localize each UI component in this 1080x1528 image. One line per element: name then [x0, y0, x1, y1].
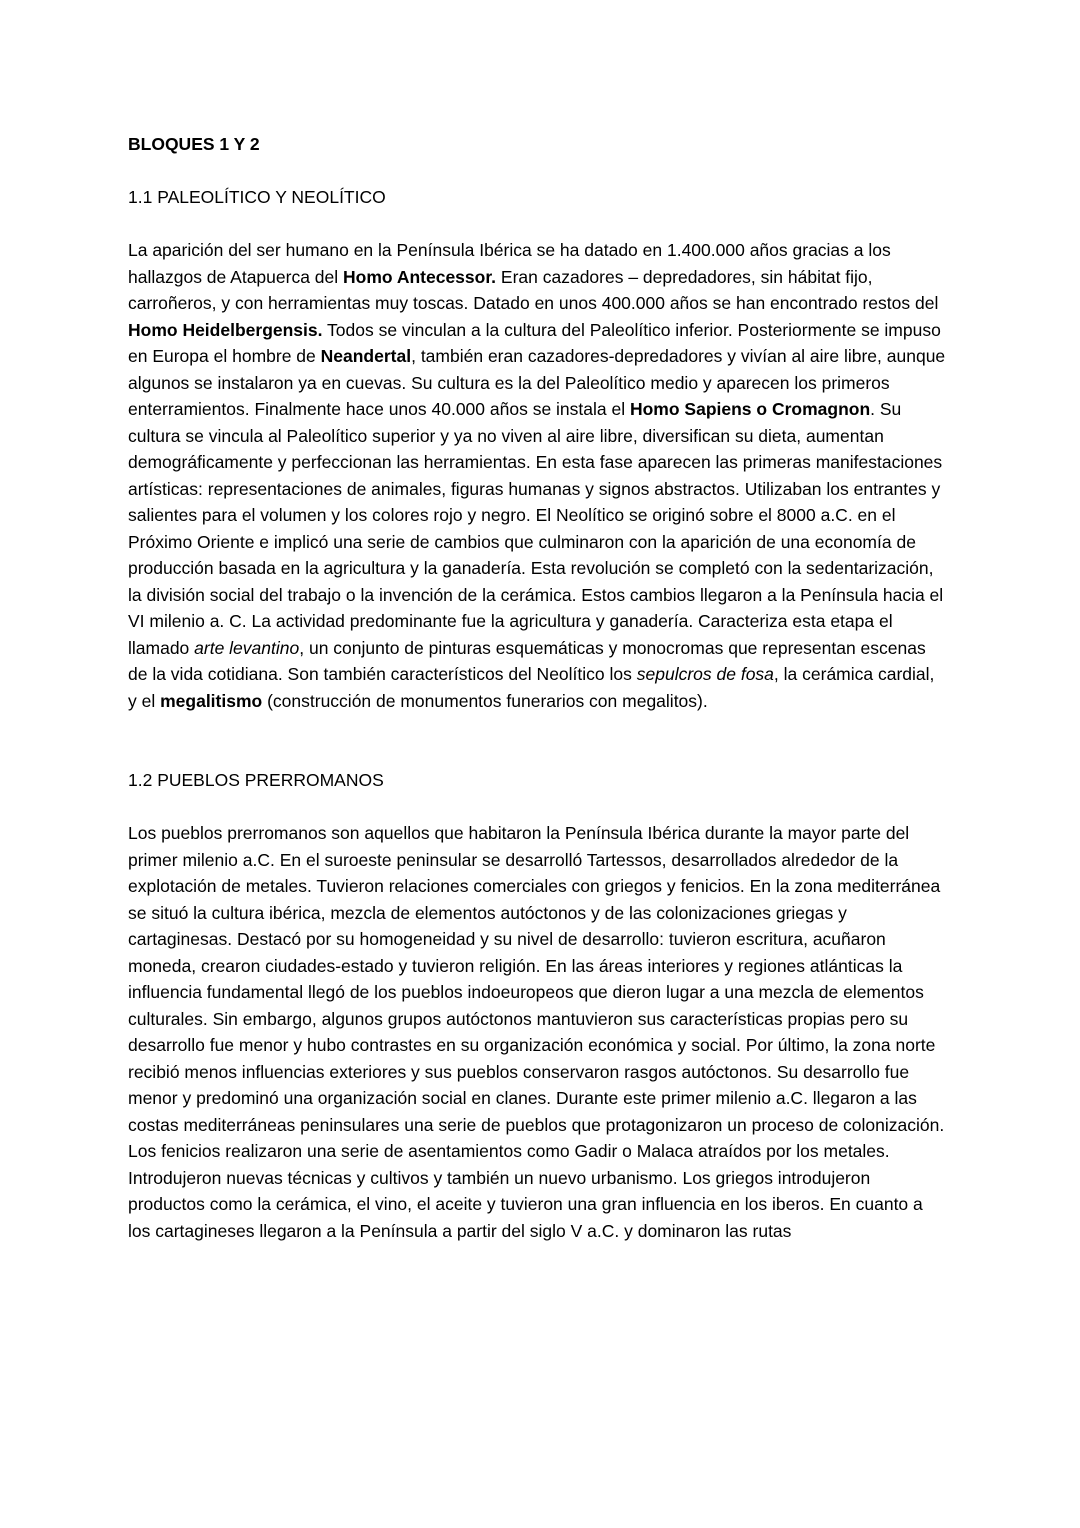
text-run: , también eran cazadores-depredadores y vivían al aire libre, aunque algunos se instalaron ya en cuevas. Su cultura es la del Paleolítico medio y aparecen los primeros enterramientos. Finalmente hace unos 40.000 años se instala el [128, 346, 951, 419]
text-run: megalitismo [160, 690, 263, 711]
text-run: sepulcros de fosa [636, 664, 774, 684]
section-1-2 [128, 767, 950, 1244]
text-run: (construcción de monumentos funerarios con megalitos). [262, 690, 708, 711]
section-1-2-paragraph [128, 820, 950, 1244]
text-run: Homo Heidelbergensis. [128, 319, 323, 340]
section-1-1-heading: 1.1 PALEOLÍTICO Y NEOLÍTICO [128, 187, 386, 207]
text-run: Homo Sapiens o Cromagnon [629, 399, 871, 419]
text-run: La aparición del ser humano en la Península Ibérica se ha datado en 1.400.000 años gracias a los hallazgos de Atapuerca del [128, 240, 896, 287]
text-run: Los pueblos prerromanos son aquellos que habitaron la Península Ibérica durante la mayor parte del primer milenio a.C. En el suroeste peninsular se desarrolló Tartessos, desarrollados alrededor de la explotación de metales. Tuvieron relaciones comerciales con griegos y fenicios. En la zona mediterránea se situó la cultura ibérica, mezcla de elementos autóctonos y de las colonizaciones griegas y cartaginesas. Destacó por su homogeneidad y su nivel de desarrollo: tuvieron escritura, acuñaron moneda, crearon ciudades-estado y tuvieron religión. En las áreas interiores y regiones atlánticas la influencia fundamental llegó de los pueblos indoeuropeos que dieron lugar a una mezcla de elementos culturales. Sin embargo, algunos grupos autóctonos mantuvieron sus características propias pero su desarrollo fue menor y hubo contrastes en su organización económica y social. Por último, la zona norte recibió menos influencias exteriores y sus pueblos conservaron rasgos autóctonos. Su desarrollo fue menor y predominó una organización social en clanes. Durante este primer milenio a.C. llegaron a las costas mediterráneas peninsulares una serie de pueblos que protagonizaron un proceso de colonización. Los fenicios realizaron una serie de asentamientos como Gadir o Malaca atraídos por los metales. Introdujeron nuevas técnicas y cultivos y también un nuevo urbanismo. Los griegos introdujeron productos como la cerámica, el vino, el aceite y tuvieron una gran influencia en los iberos. En cuanto a los cartagineses llegaron a la Península a partir del siglo V a.C. y dominaron las rutas [128, 823, 950, 1241]
section-1-2-heading: 1.2 PUEBLOS PRERROMANOS [128, 770, 384, 790]
text-run: , la cerámica cardial, y el [128, 664, 940, 711]
document-title: BLOQUES 1 Y 2 [128, 134, 260, 154]
section-1-1-paragraph [128, 237, 951, 714]
section-1-1 [128, 184, 951, 714]
text-run: Todos se vinculan a la cultura del Paleolítico inferior. Posteriormente se impuso en Europa el hombre de [128, 319, 946, 366]
text-run: Neandertal [320, 346, 412, 366]
text-run: Homo Antecessor. [343, 266, 497, 287]
text-run: , un conjunto de pinturas esquemáticas y monocromas que representan escenas de la vida cotidiana. Son también característicos del Neolítico los [128, 637, 931, 684]
text-run: arte levantino [194, 637, 300, 658]
text-run: Eran cazadores – depredadores, sin hábitat fijo, carroñeros, y con herramientas muy toscas. Datado en unos 400.000 años se han encontrado restos del [128, 266, 944, 313]
text-run: . Su cultura se vincula al Paleolítico superior y ya no viven al aire libre, diversifican su dieta, aumentan demográficamente y perfeccionan las herramientas. En esta fase aparecen las primeras manifestaciones artísticas: representaciones de animales, figuras humanas y signos abstractos. Utilizaban los entrantes y salientes para el volumen y los colores rojo y negro. El Neolítico se originó sobre el 8000 a.C. en el Próximo Oriente e implicó una serie de cambios que culminaron con la aparición de una economía de producción basada en la agricultura y la ganadería. Esta revolución se completó con la sedentarización, la división social del trabajo o la invención de la cerámica. Estos cambios llegaron a la Península hacia el VI milenio a. C. La actividad predominante fue la agricultura y ganadería. Caracteriza esta etapa el llamado [128, 399, 949, 658]
